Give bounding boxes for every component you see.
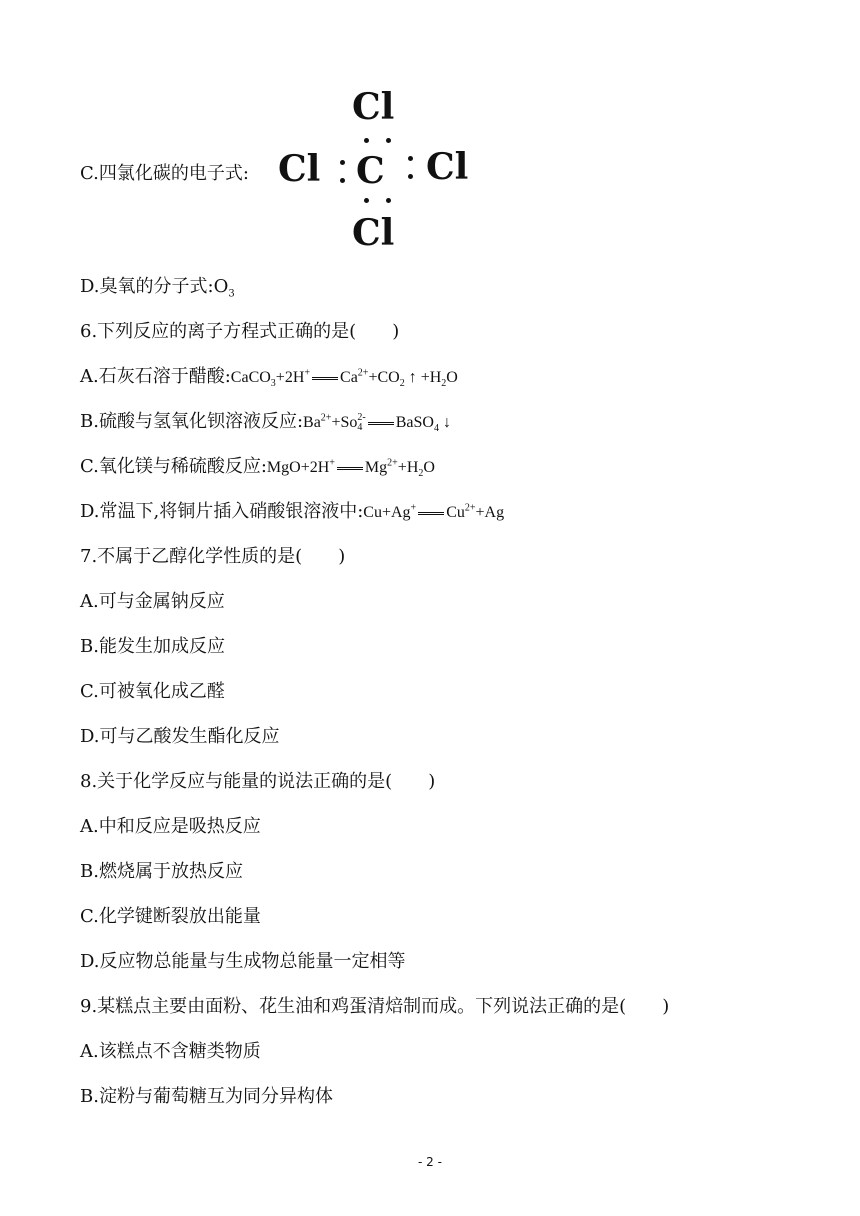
q9-stem: 9.某糕点主要由面粉、花生油和鸡蛋清焙制而成。下列说法正确的是( ): [80, 996, 670, 1017]
q6-option-d: [80, 500, 504, 525]
electron-dot: [386, 198, 391, 203]
q6-option-b: [80, 410, 451, 435]
equation: Cu+Ag+ $Cu^{2+}+Ag$: [363, 502, 505, 521]
q7-option-a: A.可与金属钠反应: [80, 591, 225, 612]
electron-dot: [340, 178, 345, 183]
q5-option-d-text: D.臭氧的分子式:O: [80, 276, 229, 297]
option-prefix: B.硫酸与氢氧化钡溶液反应:: [80, 411, 304, 432]
q7-option-d: D.可与乙酸发生酯化反应: [80, 726, 280, 747]
lewis-cl-bottom: Cl: [352, 212, 395, 254]
q7-stem: 7.不属于乙醇化学性质的是( ): [80, 546, 346, 567]
equation: CaCO$_3$+2H+ $Ca^{2+}+CO_2$ ↑ $+H_2O$: [230, 367, 458, 390]
q5-option-d: [80, 275, 235, 299]
lewis-c-center: C: [356, 150, 385, 192]
equals-sign: [312, 377, 338, 380]
q8-option-d: D.反应物总能量与生成物总能量一定相等: [80, 951, 406, 972]
q9-option-b: B.淀粉与葡萄糖互为同分异构体: [80, 1086, 333, 1107]
page-number: - 2 -: [418, 1155, 442, 1169]
equals-sign: [368, 422, 394, 425]
electron-dot: [386, 138, 391, 143]
q6-option-a: [80, 365, 458, 390]
q5-option-c-label: C.四氯化碳的电子式:: [80, 163, 249, 184]
q8-option-c: C.化学键断裂放出能量: [80, 906, 261, 927]
electron-dot: [364, 198, 369, 203]
electron-dot: [340, 160, 345, 165]
q8-option-b: B.燃烧属于放热反应: [80, 861, 243, 882]
q7-option-b: B.能发生加成反应: [80, 636, 225, 657]
electron-dot: [408, 156, 413, 161]
option-prefix: A.石灰石溶于醋酸:: [80, 366, 231, 387]
option-prefix: C.氧化镁与稀硫酸反应:: [80, 456, 267, 477]
option-prefix: D.常温下,将铜片插入硝酸银溶液中:: [80, 501, 364, 522]
electron-dot: [408, 174, 413, 179]
q8-stem: 8.关于化学反应与能量的说法正确的是( ): [80, 771, 436, 792]
q7-option-c: C.可被氧化成乙醛: [80, 681, 225, 702]
lewis-cl-top: Cl: [352, 86, 395, 128]
lewis-cl-left: Cl: [278, 148, 321, 190]
electron-dot: [364, 138, 369, 143]
equation: MgO+2H+ $Mg^{2+}+H_2O$: [266, 457, 435, 480]
equals-sign: [337, 467, 363, 470]
subscript: 3: [228, 288, 235, 300]
equation: $Ba^{2+}+So2-$ 4 BaSO$_4$ ↓: [303, 412, 451, 435]
lewis-cl-right: Cl: [426, 146, 469, 188]
equals-sign: [418, 512, 444, 515]
q8-option-a: A.中和反应是吸热反应: [80, 816, 261, 837]
q6-option-c: [80, 455, 435, 480]
q9-option-a: A.该糕点不含糖类物质: [80, 1041, 261, 1062]
q6-stem: 6.下列反应的离子方程式正确的是( ): [80, 321, 400, 342]
